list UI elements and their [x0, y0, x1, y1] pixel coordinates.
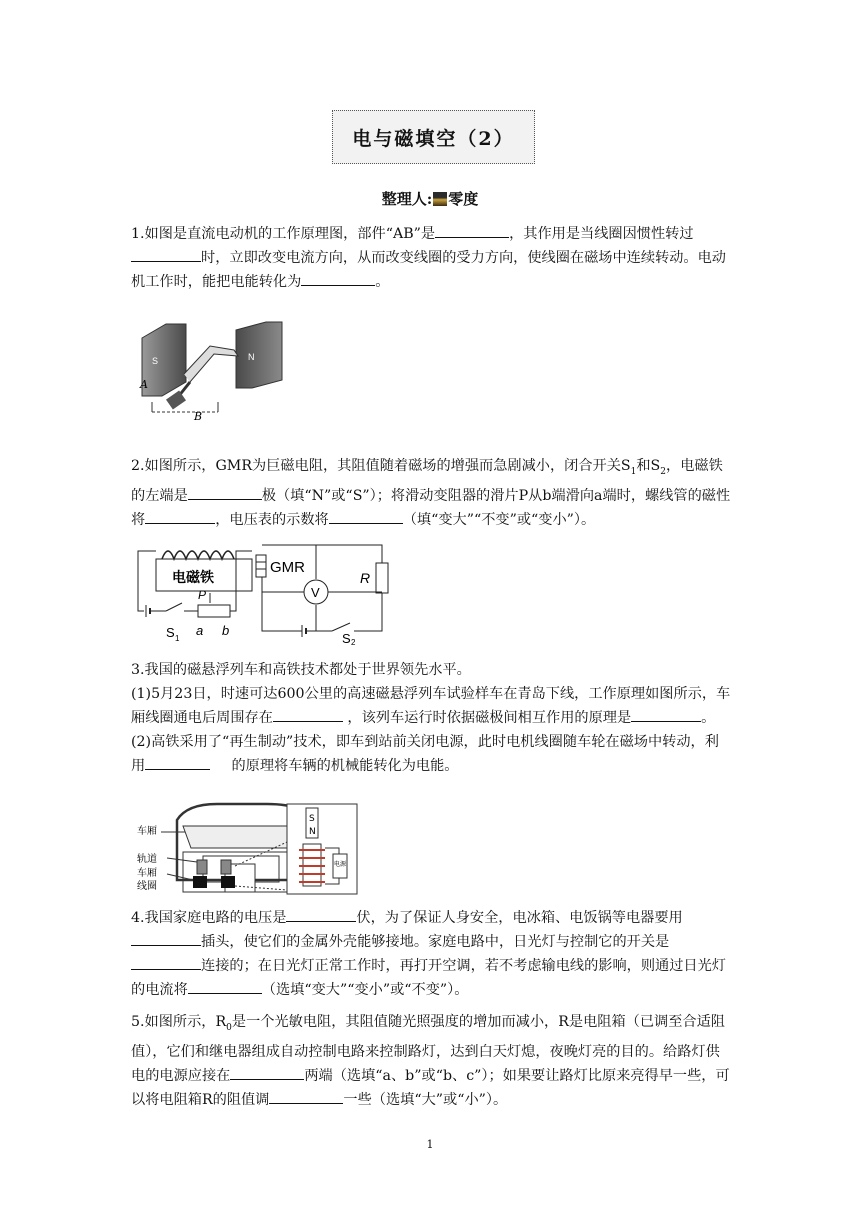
q5-text-a: 5.如图所示，R: [131, 1014, 227, 1030]
commutator: [166, 390, 186, 409]
switch-s2-sub: 2: [351, 638, 356, 645]
question-1: [131, 222, 731, 294]
rheostat-b-label: b: [222, 623, 230, 638]
magnet-n: [236, 322, 282, 388]
q4-text-e: （选填“变大”“变小”或“不变”）。: [261, 982, 469, 998]
q1-text-a: 1.如图是直流电动机的工作原理图，部件“AB”是: [131, 226, 436, 242]
switch-s1: [166, 603, 182, 611]
label-a: A: [140, 378, 148, 391]
q5-blank-2[interactable]: [269, 1088, 343, 1104]
q3-p1-text-b: ，该列车运行时依据磁极间相互作用的原理是: [342, 710, 632, 726]
maglev-diagram: [137, 802, 359, 896]
label-s: S: [152, 356, 159, 366]
q3-intro: 3.我国的磁悬浮列车和高铁技术都处于世界领先水平。: [131, 662, 471, 678]
q2-text-and: 和S: [636, 458, 661, 474]
q1-blank-1[interactable]: [435, 222, 509, 238]
question-2: [131, 454, 731, 532]
q2-s1-sub: 1: [630, 466, 637, 477]
q1-text-c: 时，立即改变电流方向，从而改变线圈的受力方向，使线圈在磁场中连续转动。电动机工作时，能把电能转化为: [131, 250, 726, 290]
q2-blank-2[interactable]: [145, 508, 215, 524]
q2-text-a: 2.如图所示，GMR为巨磁电阻，其阻值随着磁场的增强而急剧减小，闭合开关S: [131, 458, 631, 474]
coil-right: [221, 876, 235, 888]
organizer-line: [0, 188, 860, 209]
switch-s2-label: S: [342, 631, 351, 645]
question-4: [131, 906, 731, 1002]
gmr-element: [256, 555, 266, 577]
switch-s1-sub: 1: [175, 634, 180, 643]
q5-blank-1[interactable]: [230, 1064, 304, 1080]
voltmeter-label: V: [311, 585, 320, 600]
avatar-icon: [433, 192, 447, 206]
question-5: [131, 1010, 731, 1112]
label-track: 轨道: [137, 854, 157, 865]
q1-text-b: ，其作用是当线圈因惯性转过: [509, 226, 694, 242]
q4-blank-2[interactable]: [131, 930, 201, 946]
q2-text-c: 极（填“N”或“S”）；将滑动变阻器的滑片P从b端滑向a端时，螺线管的磁性将: [131, 487, 731, 528]
rheostat-a-label: a: [196, 623, 204, 638]
q2-blank-3[interactable]: [329, 508, 403, 524]
q5-text-b: 是一个光敏电阻，其阻值随光照强度的增加而减小，R是电阻箱（已调至合适阻值），它们和继电器组成自动控制电路来控制路灯，达到白天灯熄，夜晚灯亮的目的。给路灯供电的电源应接在: [131, 1014, 725, 1084]
gmr-circuit-diagram: [132, 537, 402, 645]
coil: [184, 346, 238, 382]
q2-s2-sub: 2: [660, 466, 667, 477]
page-number: 1: [426, 1138, 434, 1151]
q4-blank-3[interactable]: [131, 954, 201, 970]
q2-blank-1[interactable]: [188, 484, 262, 500]
q2-text-e: （填“变大”“不变”或“变小”）。: [402, 511, 596, 528]
q3-p2-text-a: (2)高铁采用了“再生制动”技术，即车到站前关闭电源，此时电机线圈随车轮在磁场中转动，利用: [131, 734, 719, 774]
organizer-label: 整理人:: [381, 190, 433, 208]
motor-diagram: [138, 316, 288, 424]
q5-text-d: 一些（选填“大”或“小”）。: [343, 1091, 508, 1108]
label-n: N: [248, 352, 255, 362]
q5-text-c: 两端（选填“a、b”或“b、c”）；如果要让路灯比原来亮得早一些，可以将电阻箱R的阻值调: [131, 1067, 730, 1108]
q2-text-d: ，电压表的示数将: [215, 511, 329, 528]
switch-s2: [332, 623, 350, 631]
inset-n: N: [309, 827, 316, 837]
solenoid-coil: [162, 551, 234, 559]
question-3: [131, 658, 731, 778]
label-b: B: [194, 410, 203, 423]
switch-s1-label: S: [166, 625, 175, 640]
inset-s: S: [309, 814, 315, 824]
label-car: 车厢: [137, 826, 157, 837]
q4-text-b: 伏，为了保证人身安全，电冰箱、电饭锅等电器要用: [356, 910, 683, 926]
q1-text-d: 。: [375, 274, 390, 290]
slider-p-label: P: [198, 588, 207, 602]
page-title: 电与磁填空（2）: [332, 110, 535, 164]
q3-blank-2[interactable]: [631, 706, 701, 722]
q5-r0-sub: 0: [226, 1022, 232, 1033]
q3-p1-text-c: 。: [701, 710, 716, 726]
magnet-s: [142, 324, 186, 396]
rheostat: [198, 605, 230, 617]
coil-left: [193, 876, 207, 888]
inset-power-label: 电源: [334, 861, 347, 868]
q4-text-c: 插头，使它们的金属外壳能够接地。家庭电路中，日光灯与控制它的开关是: [201, 934, 670, 950]
q4-text-a: 4.我国家庭电路的电压是: [131, 910, 287, 926]
q1-blank-3[interactable]: [301, 270, 375, 286]
q3-blank-1[interactable]: [273, 706, 343, 722]
q3-p1-text-a: (1)5月23日，时速可达600公里的高速磁悬浮列车试验样车在青岛下线，工作原理如图所示，车厢线圈通电后周围存在: [131, 686, 731, 726]
q4-blank-1[interactable]: [286, 906, 356, 922]
q1-blank-2[interactable]: [131, 246, 201, 262]
q3-blank-3[interactable]: [145, 754, 210, 770]
organizer-name: 零度: [448, 190, 479, 208]
gmr-label: GMR: [270, 559, 305, 576]
q4-blank-4[interactable]: [188, 978, 262, 994]
electromagnet-label: 电磁铁: [172, 569, 214, 585]
q4-text-d: 连接的；在日光灯正常工作时，再打开空调，若不考虑输电线的影响，则通过日光灯的电流将: [131, 958, 726, 998]
resistor-r: [376, 563, 388, 593]
resistor-r-label: R: [360, 570, 371, 586]
q3-p2-text-b: 的原理将车辆的机械能转化为电能。: [231, 758, 459, 774]
label-coil-1: 车厢: [137, 868, 157, 879]
q2-text-b: ，电磁铁的左端是: [131, 458, 723, 504]
label-coil-2: 线圈: [137, 881, 157, 892]
